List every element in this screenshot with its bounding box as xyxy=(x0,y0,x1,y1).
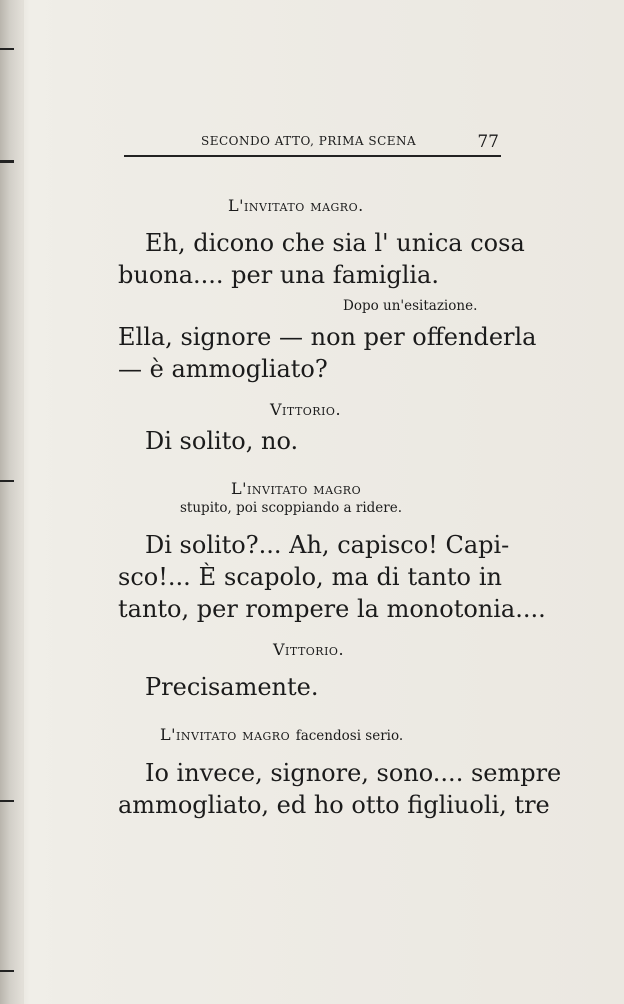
binding-mark xyxy=(0,970,14,972)
speaker-name: L'invitato magro. xyxy=(228,196,364,215)
page-number: 77 xyxy=(477,132,499,152)
dialogue-line: Io invece, signore, sono.... sempre xyxy=(145,759,562,787)
dialogue-line: ammogliato, ed ho otto figliuoli, tre xyxy=(118,791,550,819)
speaker-name xyxy=(160,725,403,744)
page-header xyxy=(125,132,501,152)
binding-mark xyxy=(0,800,14,802)
binding-mark xyxy=(0,48,14,50)
dialogue-line: Eh, dicono che sia l' unica cosa xyxy=(145,229,525,257)
binding-mark xyxy=(0,480,14,482)
dialogue-line: Di solito?... Ah, capisco! Capi- xyxy=(145,531,510,559)
speaker-name: Vittorio. xyxy=(270,400,342,419)
dialogue-line: Ella, signore — non per offenderla xyxy=(118,323,537,351)
dialogue-line: Precisamente. xyxy=(145,673,319,701)
dialogue-line: buona.... per una famiglia. xyxy=(118,261,439,289)
stage-direction: facendosi serio. xyxy=(295,728,404,744)
dialogue-line: Di solito, no. xyxy=(145,427,299,455)
running-title: SECONDO ATTO, PRIMA SCENA xyxy=(201,134,417,148)
binding-mark xyxy=(0,160,14,163)
dialogue-line: sco!... È scapolo, ma di tanto in xyxy=(118,563,502,591)
speaker-name: Vittorio. xyxy=(273,640,345,659)
speaker-name: L'invitato magro xyxy=(231,479,362,498)
speaker-name-text: L'invitato magro xyxy=(160,725,291,744)
header-rule xyxy=(124,155,501,157)
stage-direction: Dopo un'esitazione. xyxy=(343,298,478,314)
page-binding-edge xyxy=(0,0,24,1004)
dialogue-line: tanto, per rompere la monotonia.... xyxy=(118,595,546,623)
dialogue-line: — è ammogliato? xyxy=(118,355,328,383)
stage-direction: stupito, poi scoppiando a ridere. xyxy=(180,500,403,516)
